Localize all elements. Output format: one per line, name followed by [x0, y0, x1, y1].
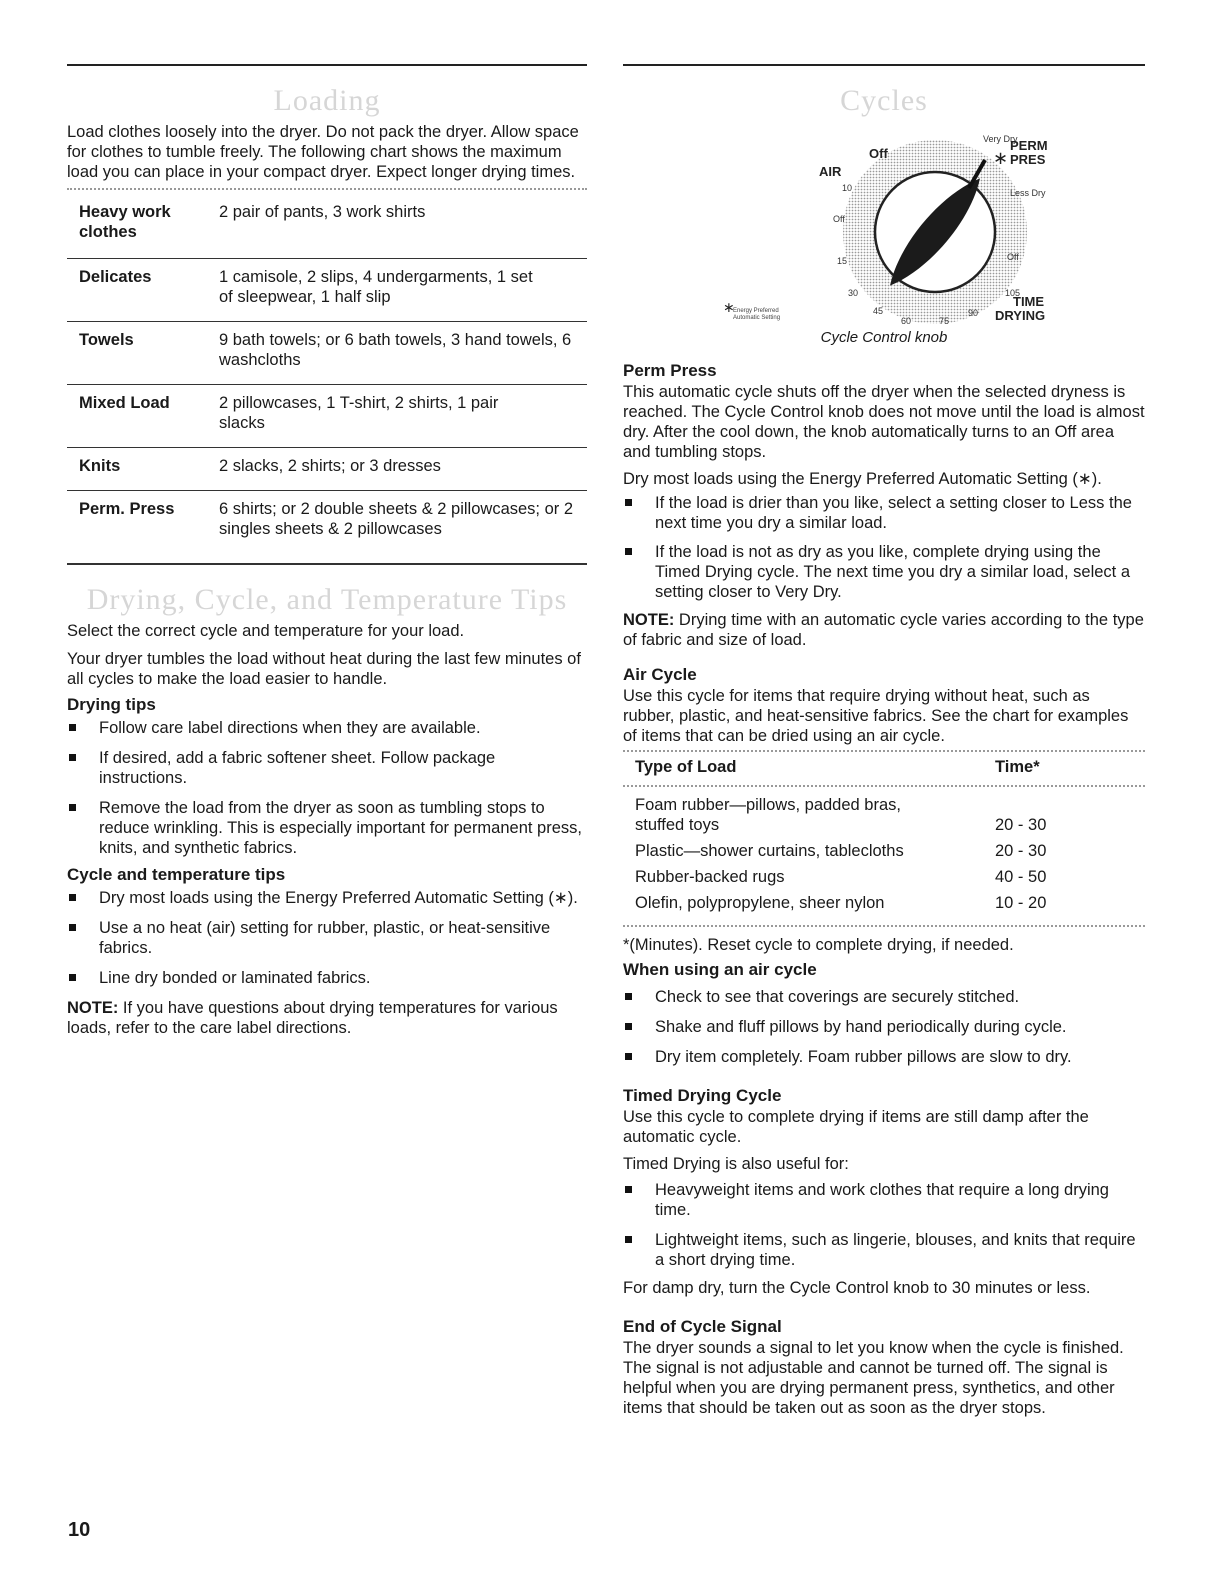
list-item: Line dry bonded or laminated fabrics.: [67, 968, 587, 988]
bullet-icon: [625, 993, 632, 1000]
table-cell-time: 10 - 20: [995, 894, 1047, 912]
perm-press-p1: This automatic cycle shuts off the dryer when the selected dryness is reached. The Cycle Control knob does not move until the load is almost dry. After the cool down, the knob automatically turns to an Off area and tumbling stops.: [623, 383, 1145, 461]
load-value: 2 pair of pants, 3 work shirts: [219, 203, 426, 221]
load-row: [67, 448, 587, 490]
load-value: 2 pillowcases, 1 T-shirt, 2 shirts, 1 pair slacks: [219, 394, 499, 432]
table-header: [623, 752, 1145, 781]
energy-star-icon: ∗: [993, 148, 1009, 168]
tips-p1: Select the correct cycle and temperature for your load.: [67, 622, 465, 640]
list-item: Follow care label directions when they are available.: [67, 718, 587, 738]
table-cell-time: 20 - 30: [995, 842, 1047, 860]
timed-drying-heading: Timed Drying Cycle: [623, 1086, 782, 1105]
tips-title: Drying, Cycle, and Temperature Tips: [86, 583, 568, 616]
load-label: Heavy work clothes: [79, 203, 171, 241]
list-item: If the load is drier than you like, select a setting closer to Less the next time you dry a similar load.: [623, 493, 1145, 533]
dotted-divider: [623, 785, 1145, 787]
list-item: If desired, add a fabric softener sheet. Follow package instructions.: [67, 748, 587, 788]
table-cell-time: 40 - 50: [995, 868, 1047, 886]
load-label: Mixed Load: [79, 394, 170, 412]
drying-tips-heading: Drying tips: [67, 695, 156, 714]
load-label: Knits: [79, 457, 121, 475]
header-type-of-load: Type of Load: [635, 758, 737, 776]
dotted-divider: [67, 188, 587, 190]
load-table: [67, 196, 587, 551]
energy-legend-line1: Energy Preferred: [733, 308, 779, 314]
cycle-knob-illustration: [623, 110, 1145, 330]
energy-legend-line2: Automatic Setting: [733, 315, 781, 321]
bullet-icon: [69, 894, 76, 901]
load-row: [67, 491, 587, 551]
list-item: Heavyweight items and work clothes that require a long drying time.: [623, 1180, 1145, 1220]
load-row: [67, 385, 587, 447]
tips-note: NOTE: If you have questions about drying temperatures for various loads, refer to the care label directions.: [67, 999, 558, 1037]
load-label: Towels: [79, 331, 134, 349]
dial-75: 75: [939, 316, 950, 326]
off-label: Off: [869, 146, 888, 161]
off-left-label: Off: [833, 214, 845, 224]
drying-label: DRYING: [995, 308, 1046, 323]
very-dry-label: Very Dry: [983, 134, 1018, 144]
load-row: [67, 322, 587, 384]
list-item: If the load is not as dry as you like, complete drying using the Timed Drying cycle. The next time you dry a similar load, select a setting closer to Very Dry.: [623, 542, 1145, 602]
load-value: 1 camisole, 2 slips, 4 undergarments, 1 set of sleepwear, 1 half slip: [219, 268, 533, 306]
energy-star-legend-icon: ∗: [723, 299, 735, 315]
bullet-icon: [625, 499, 632, 506]
list-item: Dry most loads using the Energy Preferred Automatic Setting (∗).: [67, 888, 587, 908]
perm-press-note: NOTE: Drying time with an automatic cycle varies according to the type of fabric and size of load.: [623, 611, 1144, 649]
timed-drying-p2: Timed Drying is also useful for:: [623, 1155, 849, 1173]
bullet-icon: [625, 1236, 632, 1243]
table-cell-type: Foam rubber—pillows, padded bras, stuffed toys: [635, 796, 901, 834]
air-cycle-heading: Air Cycle: [623, 665, 697, 684]
perm-label: PERM: [1010, 138, 1048, 153]
list-item: Remove the load from the dryer as soon as tumbling stops to reduce wrinkling. This is especially important for permanent press, knits, and synthetic fabrics.: [67, 798, 587, 858]
table-row: [623, 841, 1145, 861]
end-of-cycle-p: The dryer sounds a signal to let you know when the cycle is finished. The signal is not adjustable and cannot be turned off. The signal is helpful when you are drying permanent press, synthetics, and other items that should be taken out as soon as the dryer stops.: [623, 1339, 1124, 1417]
bullet-icon: [69, 924, 76, 931]
perm-press-heading: Perm Press: [623, 361, 717, 380]
air-using-list: [623, 987, 1145, 1067]
cycle-control-knob-figure: [623, 110, 1145, 330]
bullet-icon: [625, 548, 632, 555]
table-cell-type: Olefin, polypropylene, sheer nylon: [635, 894, 885, 912]
bullet-icon: [625, 1186, 632, 1193]
dotted-divider: [623, 925, 1145, 927]
figure-caption: Cycle Control knob: [820, 329, 948, 346]
cycle-tips-list: [67, 888, 587, 988]
load-label: Perm. Press: [79, 500, 175, 518]
bullet-icon: [625, 1023, 632, 1030]
time-label: TIME: [1013, 294, 1045, 309]
table-cell-type: Rubber-backed rugs: [635, 868, 785, 886]
timed-drying-p1: Use this cycle to complete drying if items are still damp after the automatic cycle.: [623, 1108, 1089, 1146]
dial-105: 105: [1005, 288, 1021, 298]
list-item: Dry item completely. Foam rubber pillows are slow to dry.: [623, 1047, 1145, 1067]
drying-tips-list: [67, 718, 587, 858]
load-value: 6 shirts; or 2 double sheets & 2 pillowcases; or 2 singles sheets & 2 pillowcases: [219, 500, 574, 538]
top-rule: [67, 64, 587, 66]
cycles-title: Cycles: [840, 84, 928, 117]
dial-15: 15: [837, 256, 848, 266]
load-row: [67, 259, 587, 321]
air-label: AIR: [819, 164, 842, 179]
perm-press-p2: Dry most loads using the Energy Preferred Automatic Setting (∗).: [623, 470, 1102, 488]
table-row: [623, 795, 1145, 835]
dial-30: 30: [848, 288, 859, 298]
bullet-icon: [625, 1053, 632, 1060]
timed-drying-p3: For damp dry, turn the Cycle Control knob to 30 minutes or less.: [623, 1279, 1091, 1297]
top-rule: [623, 64, 1145, 66]
loading-intro: Load clothes loosely into the dryer. Do not pack the dryer. Allow space for clothes to tumble freely. The following chart shows the maximum load you can place in your compact dryer. Expect longer drying times.: [67, 123, 579, 181]
header-time: Time*: [995, 758, 1040, 776]
load-row: [67, 196, 587, 250]
less-dry-label: Less Dry: [1010, 188, 1046, 198]
air-cycle-table: [623, 752, 1145, 913]
left-column: [67, 64, 587, 1038]
dial-60: 60: [901, 316, 912, 326]
load-label: Delicates: [79, 268, 152, 286]
bullet-icon: [69, 804, 76, 811]
list-item: Lightweight items, such as lingerie, blouses, and knits that require a short drying time.: [623, 1230, 1145, 1270]
air-cycle-p: Use this cycle for items that require drying without heat, such as rubber, plastic, and heat-sensitive fabrics. See the chart for examples of items that can be dried using an air cycle.: [623, 687, 1129, 745]
dial-90: 90: [968, 308, 979, 318]
load-value: 9 bath towels; or 6 bath towels, 3 hand towels, 6 washcloths: [219, 331, 572, 369]
pres-label: PRES: [1010, 152, 1046, 167]
off-right-label: Off: [1007, 252, 1019, 262]
air-using-heading: When using an air cycle: [623, 960, 817, 979]
timed-drying-list: [623, 1180, 1145, 1270]
list-item: Check to see that coverings are securely stitched.: [623, 987, 1145, 1007]
end-of-cycle-heading: End of Cycle Signal: [623, 1317, 782, 1336]
list-item: Use a no heat (air) setting for rubber, plastic, or heat-sensitive fabrics.: [67, 918, 587, 958]
air-footnote: *(Minutes). Reset cycle to complete drying, if needed.: [623, 936, 1014, 954]
section-divider: [67, 563, 587, 565]
bullet-icon: [69, 724, 76, 731]
table-cell-time: 20 - 30: [995, 816, 1047, 834]
table-row: [623, 893, 1145, 913]
list-item: Shake and fluff pillows by hand periodically during cycle.: [623, 1017, 1145, 1037]
table-row: [623, 867, 1145, 887]
load-value: 2 slacks, 2 shirts; or 3 dresses: [219, 457, 441, 475]
bullet-icon: [69, 754, 76, 761]
page-number: 10: [68, 1519, 91, 1541]
perm-press-list: [623, 493, 1145, 602]
bullet-icon: [69, 974, 76, 981]
table-cell-type: Plastic—shower curtains, tablecloths: [635, 842, 904, 860]
cycle-tips-heading: Cycle and temperature tips: [67, 865, 286, 884]
tips-p2: Your dryer tumbles the load without heat during the last few minutes of all cycles to make the load easier to handle.: [67, 650, 581, 688]
right-column: [623, 64, 1145, 1418]
dial-45: 45: [873, 306, 884, 316]
dial-10: 10: [842, 183, 853, 193]
loading-title: Loading: [273, 84, 381, 117]
